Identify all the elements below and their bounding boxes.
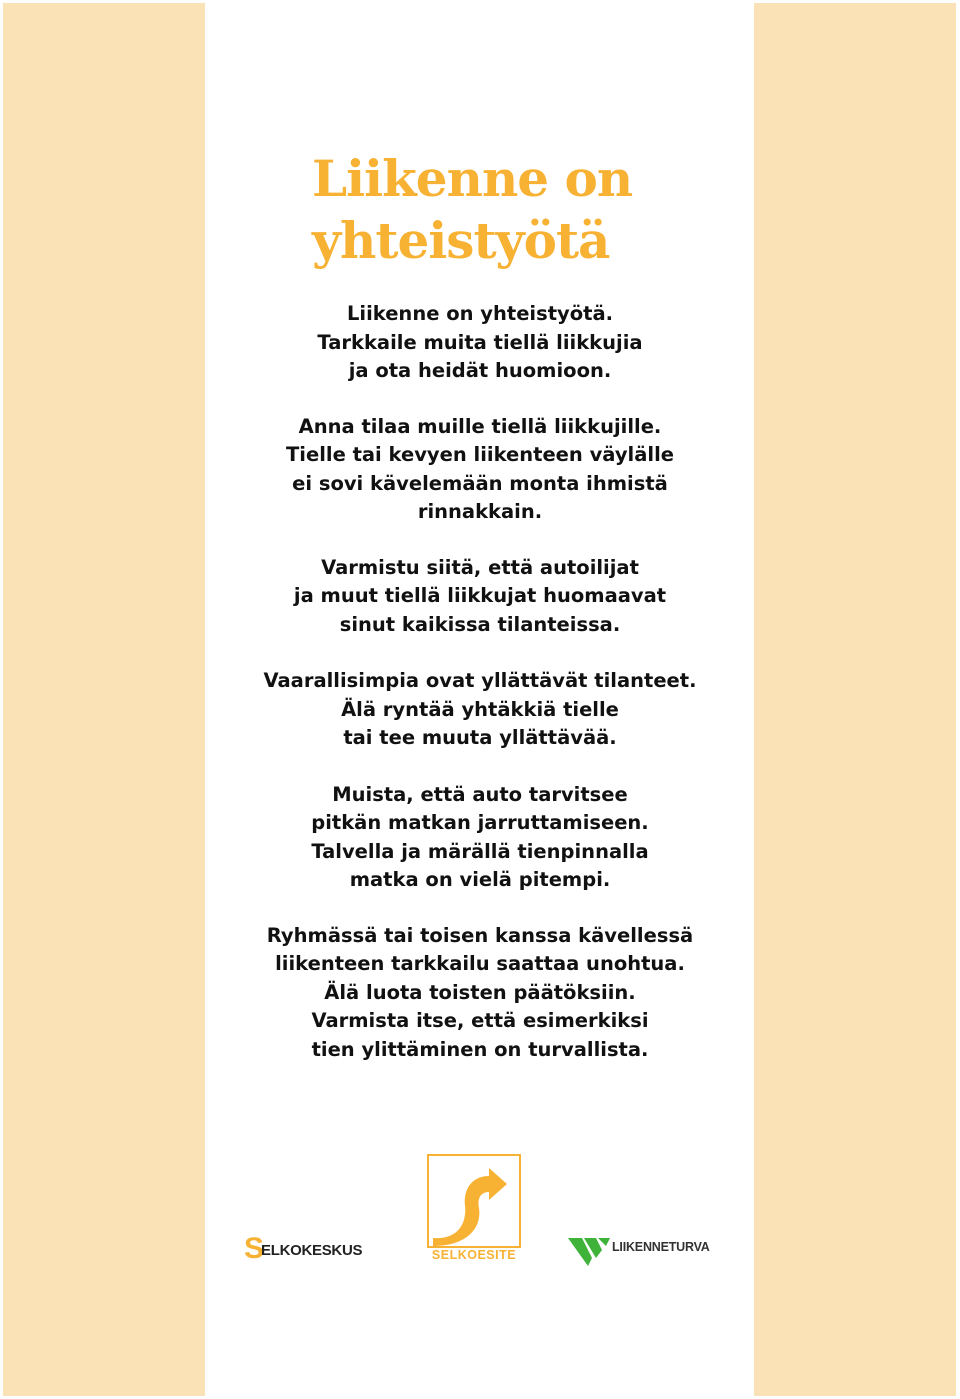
paragraph-line: Liikenne on yhteistyötä. bbox=[346, 302, 614, 325]
paragraph-line: rinnakkain. bbox=[417, 500, 543, 523]
body-text bbox=[215, 300, 745, 1064]
paragraph-line: sinut kaikissa tilanteissa. bbox=[339, 612, 621, 636]
paragraph-4 bbox=[215, 667, 745, 753]
paragraph-6 bbox=[215, 922, 745, 1065]
paragraph-line: Älä luota toisten päätöksiin. bbox=[324, 980, 636, 1004]
paragraph-line: Tielle tai kevyen liikenteen väylälle bbox=[285, 443, 674, 466]
selkoesite-label: SELKOESITE bbox=[431, 1248, 517, 1262]
paragraph-line: ja muut tiellä liikkujat huomaavat bbox=[293, 584, 667, 607]
right-color-stripe bbox=[754, 3, 956, 1396]
left-color-stripe bbox=[3, 3, 205, 1396]
selkokeskus-label: ELKOKESKUS bbox=[261, 1242, 363, 1259]
paragraph-line: Tarkkaile muita tiellä liikkujia bbox=[317, 330, 643, 354]
selkokeskus-logo bbox=[244, 1232, 374, 1266]
paragraph-line: Vaarallisimpia ovat yllättävät tilanteet. bbox=[263, 669, 697, 692]
liikenneturva-mark-icon bbox=[568, 1236, 610, 1270]
paragraph-line: Ryhmässä tai toisen kanssa kävellessä bbox=[266, 923, 694, 947]
paragraph-line: ei sovi kävelemään monta ihmistä bbox=[292, 471, 668, 495]
paragraph-line: Varmista itse, että esimerkiksi bbox=[311, 1009, 649, 1032]
selkoesite-arrow-icon bbox=[427, 1154, 521, 1248]
selkokeskus-initial: S bbox=[244, 1232, 265, 1265]
paragraph-line: Talvella ja märällä tienpinnalla bbox=[311, 839, 649, 863]
paragraph-line: tai tee muuta yllättävää. bbox=[343, 726, 617, 749]
paragraph-line: Älä ryntää yhtäkkiä tielle bbox=[341, 697, 619, 721]
paragraph-line: liikenteen tarkkailu saattaa unohtua. bbox=[275, 952, 685, 975]
liikenneturva-logo bbox=[568, 1236, 728, 1272]
paragraph-1 bbox=[215, 300, 745, 386]
paragraph-line: matka on vielä pitempi. bbox=[349, 868, 611, 891]
title-line-1: Liikenne on bbox=[312, 149, 633, 208]
paragraph-5 bbox=[215, 781, 745, 895]
paragraph-line: pitkän matkan jarruttamiseen. bbox=[311, 811, 649, 834]
paragraph-3 bbox=[215, 554, 745, 640]
paragraph-line: Anna tilaa muille tiellä liikkujille. bbox=[298, 414, 662, 438]
paragraph-line: ja ota heidät huomioon. bbox=[348, 359, 612, 382]
paragraph-line: Muista, että auto tarvitsee bbox=[332, 782, 628, 806]
selkoesite-logo bbox=[427, 1154, 521, 1272]
paragraph-2 bbox=[215, 413, 745, 527]
paragraph-line: Varmistu siitä, että autoilijat bbox=[321, 555, 639, 579]
title-line-2: yhteistyötä bbox=[312, 211, 610, 270]
paragraph-line: tien ylittäminen on turvallista. bbox=[311, 1037, 649, 1061]
liikenneturva-label: LIIKENNETURVA bbox=[612, 1240, 710, 1254]
page-title bbox=[312, 148, 732, 272]
